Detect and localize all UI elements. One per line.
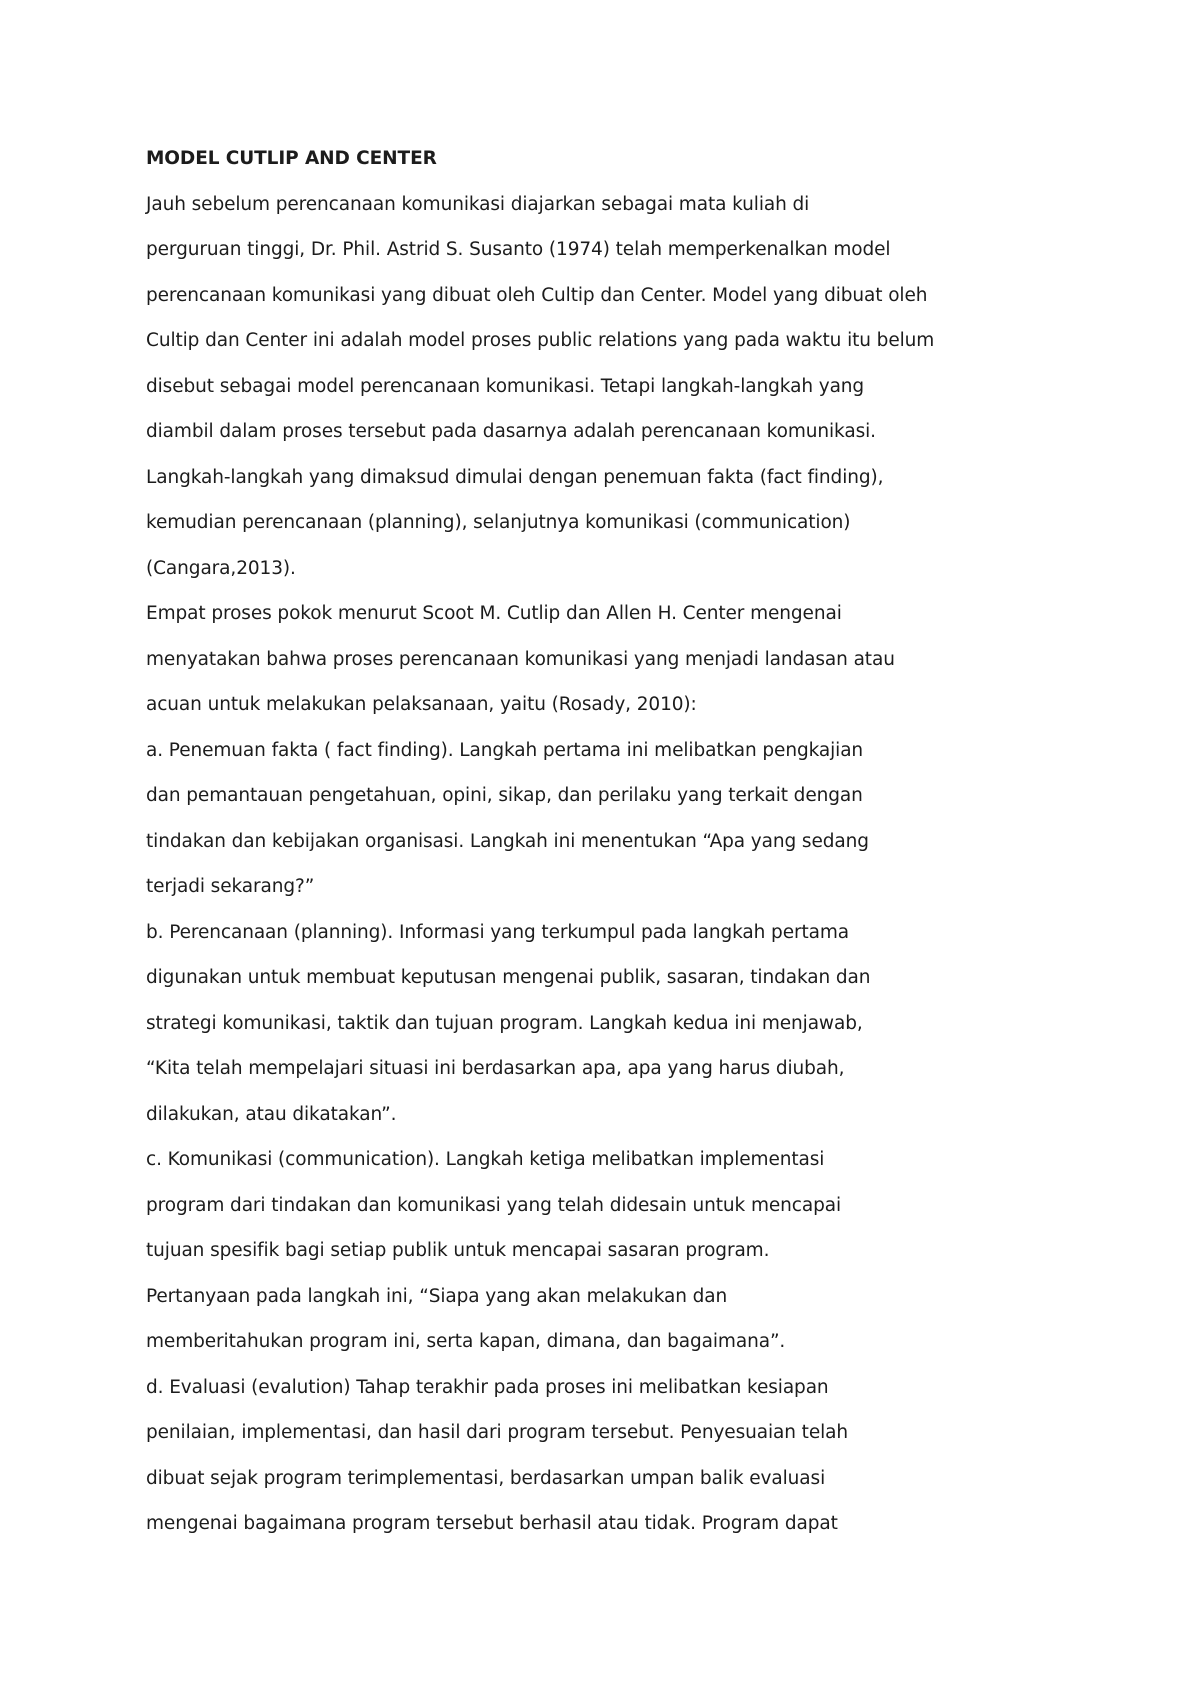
list-item-a-line: tindakan dan kebijakan organisasi. Langkah ini menentukan “Apa yang sedang: [146, 830, 869, 852]
list-item-b-line: digunakan untuk membuat keputusan mengenai publik, sasaran, tindakan dan: [146, 967, 871, 988]
list-item-b-line: b. Perencanaan (planning). Informasi yang terkumpul pada langkah pertama: [146, 921, 850, 943]
list-item-d-line: penilaian, implementasi, dan hasil dari program tersebut. Penyesuaian telah: [146, 1422, 849, 1443]
list-item-b-line: dilakukan, atau dikatakan”.: [146, 1103, 397, 1125]
list-item-d-line: d. Evaluasi (evalution) Tahap terakhir pada proses ini melibatkan kesiapan: [146, 1376, 829, 1398]
list-item-a-line: terjadi sekarang?”: [146, 876, 315, 897]
document-body: [146, 142, 1146, 1553]
body-line: diambil dalam proses tersebut pada dasarnya adalah perencanaan komunikasi.: [146, 421, 876, 442]
body-line: kemudian perencanaan (planning), selanjutnya komunikasi (communication): [146, 512, 851, 533]
list-item-b-line: “Kita telah mempelajari situasi ini berdasarkan apa, apa yang harus diubah,: [146, 1058, 845, 1079]
list-item-a-line: a. Penemuan fakta ( fact finding). Langkah pertama ini melibatkan pengkajian: [146, 739, 864, 761]
body-line: Cultip dan Center ini adalah model proses public relations yang pada waktu itu belum: [146, 330, 935, 351]
list-item-c-line: memberitahukan program ini, serta kapan, dimana, dan bagaimana”.: [146, 1331, 786, 1352]
body-line: menyatakan bahwa proses perencanaan komunikasi yang menjadi landasan atau: [146, 648, 895, 670]
document-title: MODEL CUTLIP AND CENTER: [146, 148, 437, 169]
body-line: Empat proses pokok menurut Scoot M. Cutlip dan Allen H. Center mengenai: [146, 603, 842, 624]
list-item-c-line: Pertanyaan pada langkah ini, “Siapa yang akan melakukan dan: [146, 1285, 728, 1307]
list-item-a-line: dan pemantauan pengetahuan, opini, sikap, dan perilaku yang terkait dengan: [146, 785, 863, 806]
list-item-b-line: strategi komunikasi, taktik dan tujuan program. Langkah kedua ini menjawab,: [146, 1012, 863, 1034]
body-line: disebut sebagai model perencanaan komunikasi. Tetapi langkah-langkah yang: [146, 375, 865, 397]
list-item-d-line: dibuat sejak program terimplementasi, berdasarkan umpan balik evaluasi: [146, 1467, 826, 1489]
body-line: Jauh sebelum perencanaan komunikasi diajarkan sebagai mata kuliah di: [146, 193, 810, 215]
body-line: perencanaan komunikasi yang dibuat oleh Cultip dan Center. Model yang dibuat oleh: [146, 284, 928, 306]
body-line: perguruan tinggi, Dr. Phil. Astrid S. Susanto (1974) telah memperkenalkan model: [146, 239, 891, 260]
body-line: acuan untuk melakukan pelaksanaan, yaitu (Rosady, 2010):: [146, 694, 697, 715]
body-line: (Cangara,2013).: [146, 557, 296, 579]
list-item-c-line: program dari tindakan dan komunikasi yang telah didesain untuk mencapai: [146, 1194, 841, 1216]
list-item-c-line: c. Komunikasi (communication). Langkah ketiga melibatkan implementasi: [146, 1149, 825, 1170]
list-item-d-line: mengenai bagaimana program tersebut berhasil atau tidak. Program dapat: [146, 1513, 838, 1534]
body-line: Langkah-langkah yang dimaksud dimulai dengan penemuan fakta (fact finding),: [146, 466, 884, 488]
list-item-c-line: tujuan spesifik bagi setiap publik untuk mencapai sasaran program.: [146, 1240, 770, 1261]
